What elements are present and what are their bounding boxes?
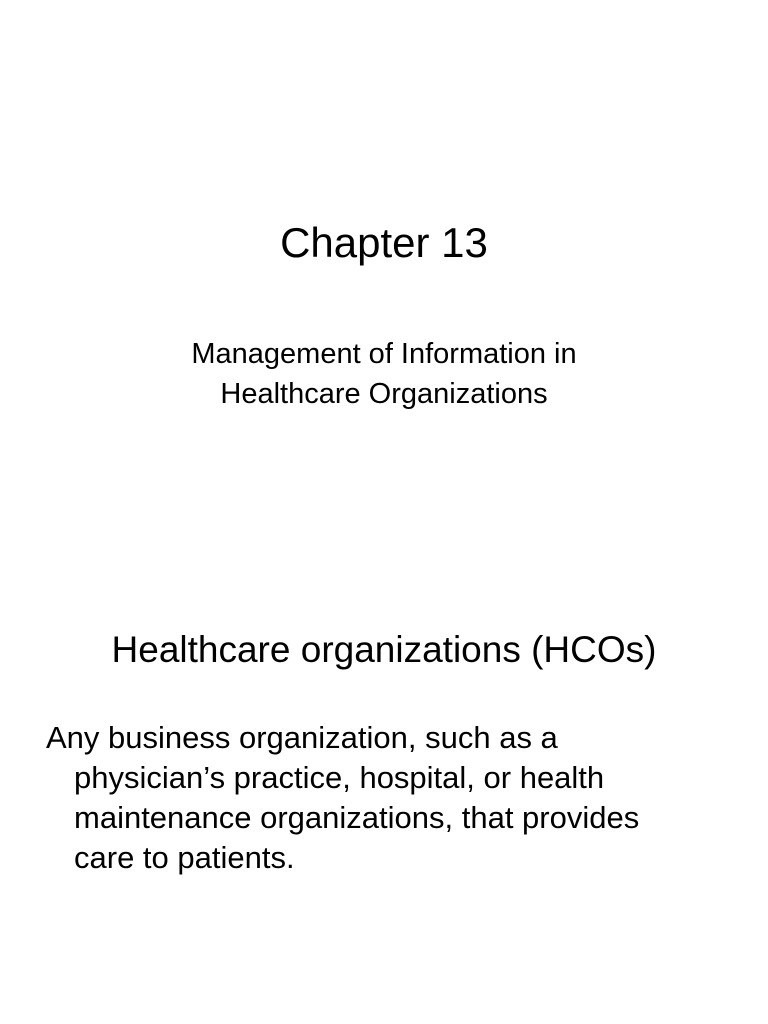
chapter-title: Chapter 13: [280, 219, 488, 266]
subtitle-line: Healthcare Organizations: [220, 378, 548, 410]
definition-line: care to patients.: [74, 840, 295, 875]
definition-line: maintenance organizations, that provides: [74, 800, 640, 835]
definition-slide: [0, 512, 768, 1024]
subtitle-line: Management of Information in: [191, 338, 577, 370]
chapter-subtitle: [0, 334, 768, 414]
definition-line: Any business organization, such as a: [46, 720, 558, 755]
section-heading: Healthcare organizations (HCOs): [111, 629, 657, 670]
definition-line: physician’s practice, hospital, or health: [74, 760, 605, 795]
definition-text: [46, 718, 736, 878]
